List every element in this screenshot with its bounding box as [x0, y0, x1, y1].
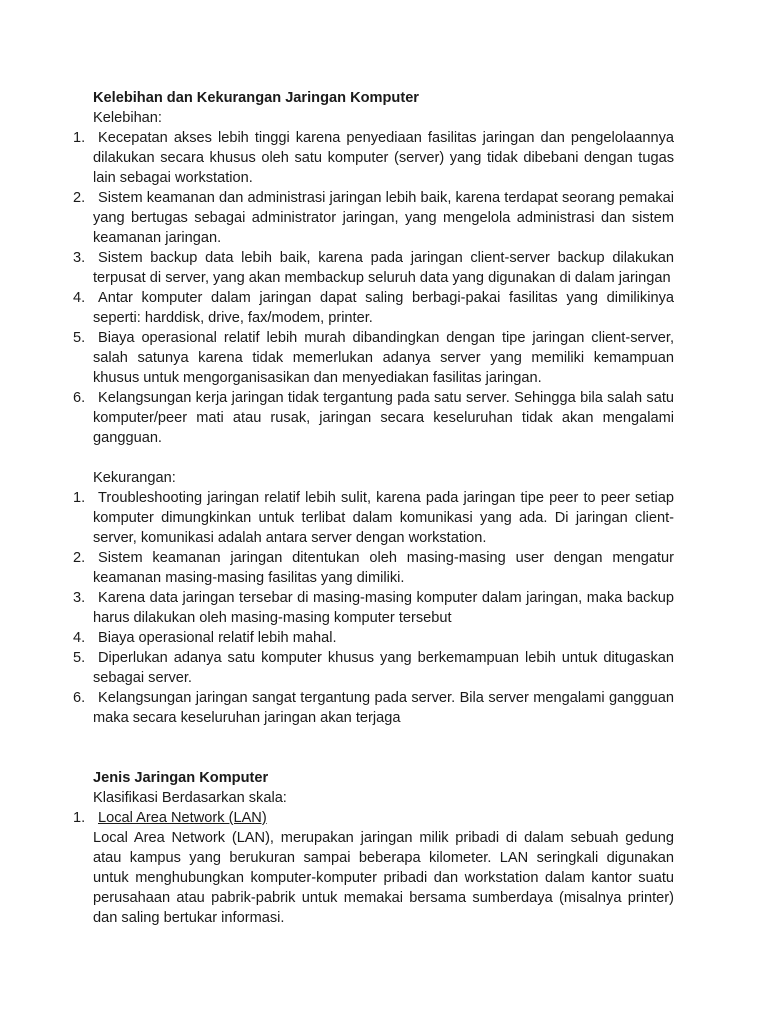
list-item-text: Biaya operasional relatif lebih murah dibandingkan dengan tipe jaringan client-server, salah satunya karena tidak memerlukan adanya server yang memiliki kemampuan khusus untuk mengorganisasikan dan menyediakan fasilitas jaringan. [93, 330, 674, 386]
lan-description: Local Area Network (LAN), merupakan jaringan milik pribadi di dalam sebuah gedung atau kampus yang berukuran sampai beberapa kilometer. LAN seringkali digunakan untuk menghubungkan komputer-komputer pribadi dan workstation dalam kantor suatu perusahaan atau pabrik-pabrik untuk memakai bersama sumberdaya (misalnya printer) dan saling bertukar informasi. [93, 830, 674, 926]
list-item [0, 648, 768, 688]
list-item [0, 588, 768, 628]
list-item-text: Kelangsungan kerja jaringan tidak tergantung pada satu server. Sehingga bila salah satu komputer/peer mati atau rusak, jaringan secara keseluruhan tidak akan mengalami gangguan. [93, 390, 674, 446]
list-item-number: 6. [73, 390, 86, 406]
disadvantages-list [0, 488, 768, 728]
list-item [0, 548, 768, 588]
list-item-number: 5. [73, 330, 86, 346]
document-content [0, 88, 768, 928]
list-item-text: Kecepatan akses lebih tinggi karena penyediaan fasilitas jaringan dan pengelolaannya dilakukan secara khusus oleh satu komputer (server) yang tidak dibebani dengan tugas lain sebagai workstation. [93, 130, 674, 186]
list-item-number: 1. [73, 810, 86, 826]
list-item [0, 488, 768, 548]
list-item-text: Antar komputer dalam jaringan dapat saling berbagi-pakai fasilitas yang dimilikinya seperti: harddisk, drive, fax/modem, printer. [93, 290, 674, 326]
spacer [0, 728, 768, 768]
list-item-text: Biaya operasional relatif lebih mahal. [98, 630, 337, 646]
list-item-number: 2. [73, 190, 86, 206]
advantages-list [0, 128, 768, 448]
list-item [0, 808, 768, 828]
list-item [0, 688, 768, 728]
list-item [0, 128, 768, 188]
list-item [0, 628, 768, 648]
list-item-number: 3. [73, 250, 86, 266]
list-item [0, 188, 768, 248]
list-item-number: 6. [73, 690, 86, 706]
disadvantages-label: Kekurangan: [93, 470, 176, 486]
lan-heading: Local Area Network (LAN) [98, 810, 267, 826]
list-item-text: Kelangsungan jaringan sangat tergantung pada server. Bila server mengalami gangguan maka secara keseluruhan jaringan akan terjaga [93, 690, 674, 726]
spacer [0, 448, 768, 468]
list-item-number: 1. [73, 490, 86, 506]
list-item-text: Sistem backup data lebih baik, karena pada jaringan client-server backup dilakukan terpusat di server, yang akan membackup seluruh data yang digunakan di dalam jaringan [93, 250, 674, 286]
advantages-label: Kelebihan: [93, 110, 162, 126]
list-item [0, 288, 768, 328]
list-item-text: Sistem keamanan dan administrasi jaringan lebih baik, karena terdapat seorang pemakai yang bertugas sebagai administrator jaringan, yang mengelola administrasi dan sistem keamanan jaringan. [93, 190, 674, 246]
list-item [0, 328, 768, 388]
list-item-number: 3. [73, 590, 86, 606]
list-item [0, 248, 768, 288]
list-item-text: Troubleshooting jaringan relatif lebih sulit, karena pada jaringan tipe peer to peer setiap komputer dimungkinkan untuk terlibat dalam komunikasi yang ada. Di jaringan client-server, komunikasi adalah antara server dengan workstation. [93, 490, 674, 546]
list-item [0, 388, 768, 448]
list-item-number: 5. [73, 650, 86, 666]
classification-label: Klasifikasi Berdasarkan skala: [93, 790, 287, 806]
list-item-number: 4. [73, 630, 86, 646]
list-item-number: 1. [73, 130, 86, 146]
list-item-number: 4. [73, 290, 86, 306]
section-title-jenis-jaringan: Jenis Jaringan Komputer [93, 770, 269, 786]
list-item-text: Diperlukan adanya satu komputer khusus yang berkemampuan lebih untuk ditugaskan sebagai server. [93, 650, 674, 686]
list-item-text: Karena data jaringan tersebar di masing-masing komputer dalam jaringan, maka backup harus dilakukan oleh masing-masing komputer tersebut [93, 590, 674, 626]
list-item-text: Sistem keamanan jaringan ditentukan oleh masing-masing user dengan mengatur keamanan masing-masing fasilitas yang dimiliki. [93, 550, 674, 586]
section-title-kelebihan-kekurangan: Kelebihan dan Kekurangan Jaringan Komputer [93, 90, 419, 106]
list-item-number: 2. [73, 550, 86, 566]
